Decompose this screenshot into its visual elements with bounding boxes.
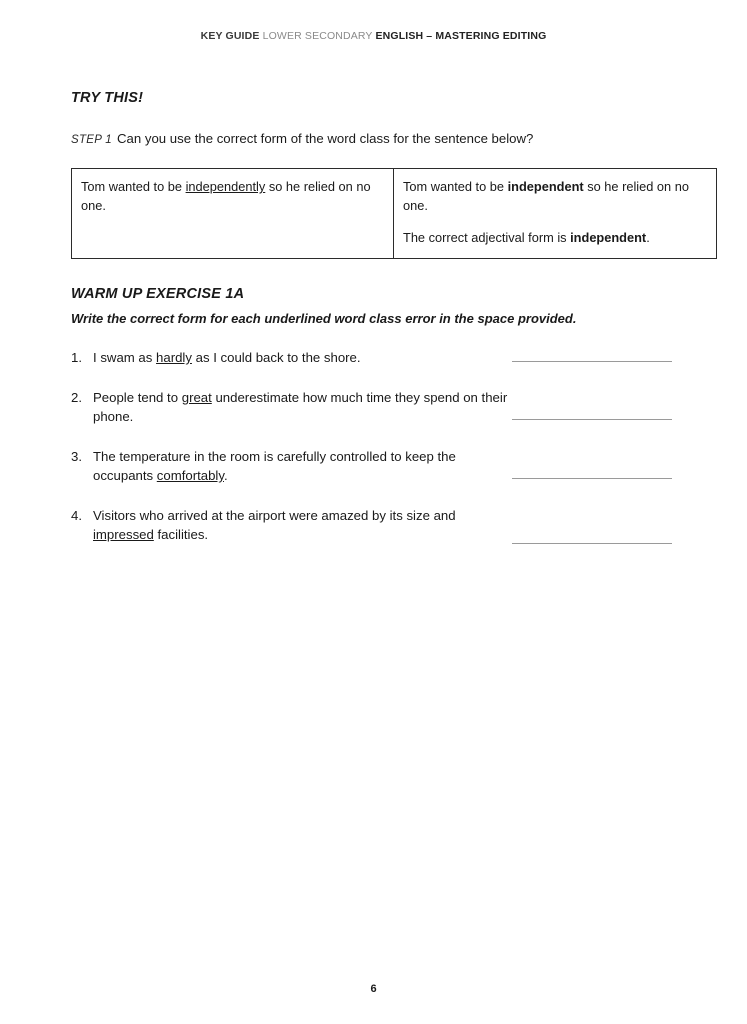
correct-sentence [403,178,707,215]
question-text-post: . [223,468,228,483]
incorrect-sentence-post: so he relied on no one. [81,179,371,213]
step-1-line [71,131,533,146]
incorrect-word: independently [185,179,266,194]
question-number: 4. [71,508,82,523]
explanation-post: . [646,230,650,246]
question-text-pre: The temperature in the room is carefully controlled to keep the occupants [93,449,456,483]
question-text-pre: I swam as [93,350,157,365]
list-item [71,348,511,367]
incorrect-sentence [81,178,384,215]
incorrect-sentence-pre: Tom wanted to be [81,179,186,194]
question-underlined-word: comfortably [156,468,224,483]
question-underlined-word: hardly [156,350,192,365]
answer-line-1[interactable] [512,361,672,362]
comparison-table [71,168,717,259]
question-number: 3. [71,449,82,464]
list-item [71,506,511,544]
table-cell-incorrect [72,169,394,259]
question-text-pre: People tend to [93,390,182,405]
question-text-post: as I could back to the shore. [191,350,361,365]
question-text-post: underestimate how much time they spend on their phone. [93,390,508,424]
answer-line-4[interactable] [512,543,672,544]
warm-up-heading: WARM UP EXERCISE 1A [71,286,245,302]
step-question-text: Can you use the correct form of the word class for the sentence below? [117,131,534,146]
header-key-guide: KEY GUIDE [200,30,260,42]
table-cell-correct [394,169,717,259]
step-label: STEP 1 [71,134,112,146]
correct-sentence-pre: Tom wanted to be [403,179,508,194]
header-level: LOWER SECONDARY [262,30,373,42]
header-subject: ENGLISH – MASTERING EDITING [375,30,547,42]
question-text-pre: Visitors who arrived at the airport were amazed by its size and [93,508,456,523]
list-item [71,447,511,485]
question-number: 2. [71,390,82,405]
question-number: 1. [71,350,82,365]
question-text-post: facilities. [153,527,209,542]
question-list [71,348,511,544]
correct-word: independent [507,179,584,194]
question-underlined-word: impressed [93,527,154,542]
question-underlined-word: great [181,390,212,405]
answer-line-2[interactable] [512,419,672,420]
correct-sentence-post: so he relied on no one. [403,179,689,213]
explanation-pre: The correct adjectival form is [403,230,571,246]
try-this-heading: TRY THIS! [71,90,144,106]
page-number: 6 [370,983,377,995]
warm-up-instruction: Write the correct form for each underlined word class error in the space provided. [71,311,577,326]
list-item [71,388,511,426]
running-header [0,30,747,42]
explanation-word: independent [570,230,647,246]
correct-explanation [403,229,707,248]
answer-line-3[interactable] [512,478,672,479]
table-row [72,169,717,259]
